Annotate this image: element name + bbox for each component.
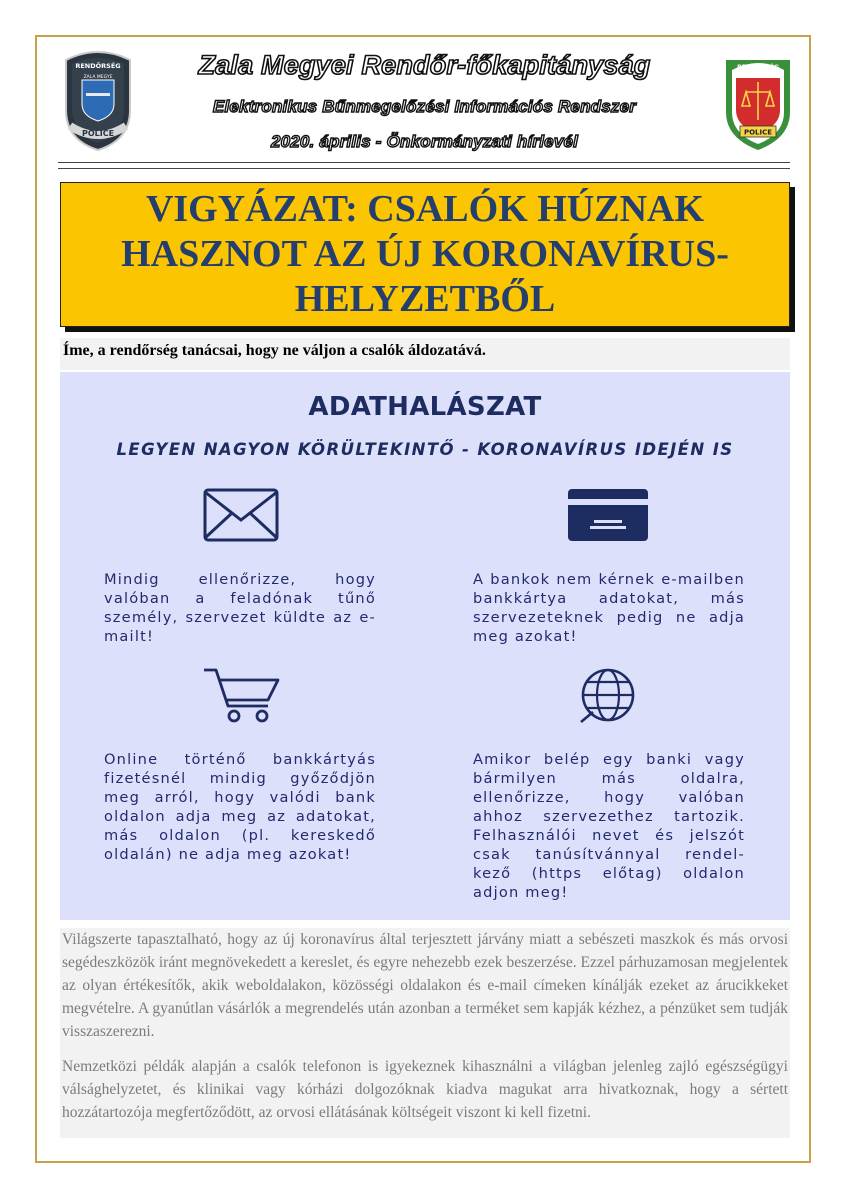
header-title: Zala Megyei Rendőr-főkapitányság <box>198 50 651 80</box>
article-paragraph-2: Nemzetközi példák alapján a csalók telefonon is igyekeznek kihasználni a világban jelenleg zajló egészségügyi válsághelyzetet, és klinikai vagy kórházi dolgozóknak kiadva magukat arra hivatkoznak, hogy a sértett hozzátartozója megfertőződött, az orvosi ellátásának költségeit viszont ki kell fizetni. <box>62 1058 788 1121</box>
left-logo-top-text: RENDŐRSÉG <box>75 62 121 70</box>
infobox-subtitle: LEGYEN NAGYON KÖRÜLTEKINTŐ - KORONAVÍRUS IDEJÉN IS <box>116 440 734 459</box>
globe-icon <box>579 666 637 724</box>
headline-text: VIGYÁZAT: CSALÓK HÚZNAK HASZNOT AZ ÚJ KORONAVÍRUS-HELYZETBŐL <box>121 188 729 320</box>
infobox-title: ADATHALÁSZAT <box>308 392 542 422</box>
header-subtitle: Elektronikus Bűnmegelőzési Információs Rendszer <box>212 97 637 116</box>
tip-online-payment: Online történő bankkártyás fizetésnél mindig győződjön meg arról, hogy valódi bank oldalon adja meg az adatokat, más oldalon (pl. kereskedő oldalán) ne adja meg azokat! <box>104 751 376 863</box>
header-divider-bottom <box>58 168 790 169</box>
police-crest-right-logo <box>718 54 798 152</box>
shopping-cart-icon <box>202 666 282 724</box>
tip-email-sender: Mindig ellenőrizze, hogy valóban a feladónak tűnő személy, szervezet küldte az e-mailt! <box>104 571 376 645</box>
page-header <box>0 0 849 170</box>
phishing-infobox <box>60 372 790 920</box>
envelope-icon <box>202 487 280 543</box>
right-logo-bottom-text: POLICE <box>743 128 773 137</box>
right-logo-top-text: RENDŐRSÉG <box>737 64 779 71</box>
left-logo-bottom-text: POLICE <box>81 129 115 138</box>
left-logo-middle-text: ZALA MEGYE <box>83 75 113 80</box>
tip-bank-email: A bankok nem kérnek e-mailben bankkártya adatokat, más szervezeteknek pedig ne adja meg azokat! <box>473 571 745 645</box>
article-body <box>60 928 790 1138</box>
headline-banner <box>60 182 790 327</box>
credit-card-icon <box>568 489 648 541</box>
tip-https-site: Amikor belép egy banki vagy bármilyen más oldalra, ellenőrizze, hogy valóban ahhoz szervezethez tartozik. Felhasználói nevet és jelszót csak tanúsítvánnyal rendel-kező (https előtag) oldalon adjon meg! <box>473 751 745 901</box>
header-date-line: 2020. április - Önkormányzati hírlevél <box>270 132 579 151</box>
header-divider-top <box>58 162 790 163</box>
lead-text: Íme, a rendőrség tanácsai, hogy ne váljon a csalók áldozatává. <box>60 338 790 370</box>
article-paragraph-1: Világszerte tapasztalható, hogy az új koronavírus által terjesztett járvány miatt a sebészeti maszkok és más orvosi segédeszközök iránt megnövekedett a kereslet, és egyre nehezebb ezek beszerzése. Ezzel párhuzamosan megjelentek az olyan értékesítők, akik weboldalakon, közösségi oldalakon és e-mail címeken kínálják ezeket az árucikkeket megvételre. A gyanútlan vásárlók a megrendelés után azonban a terméket sem kapják kézhez, a pénzüket sem tudják visszaszerezni. <box>62 931 788 1040</box>
